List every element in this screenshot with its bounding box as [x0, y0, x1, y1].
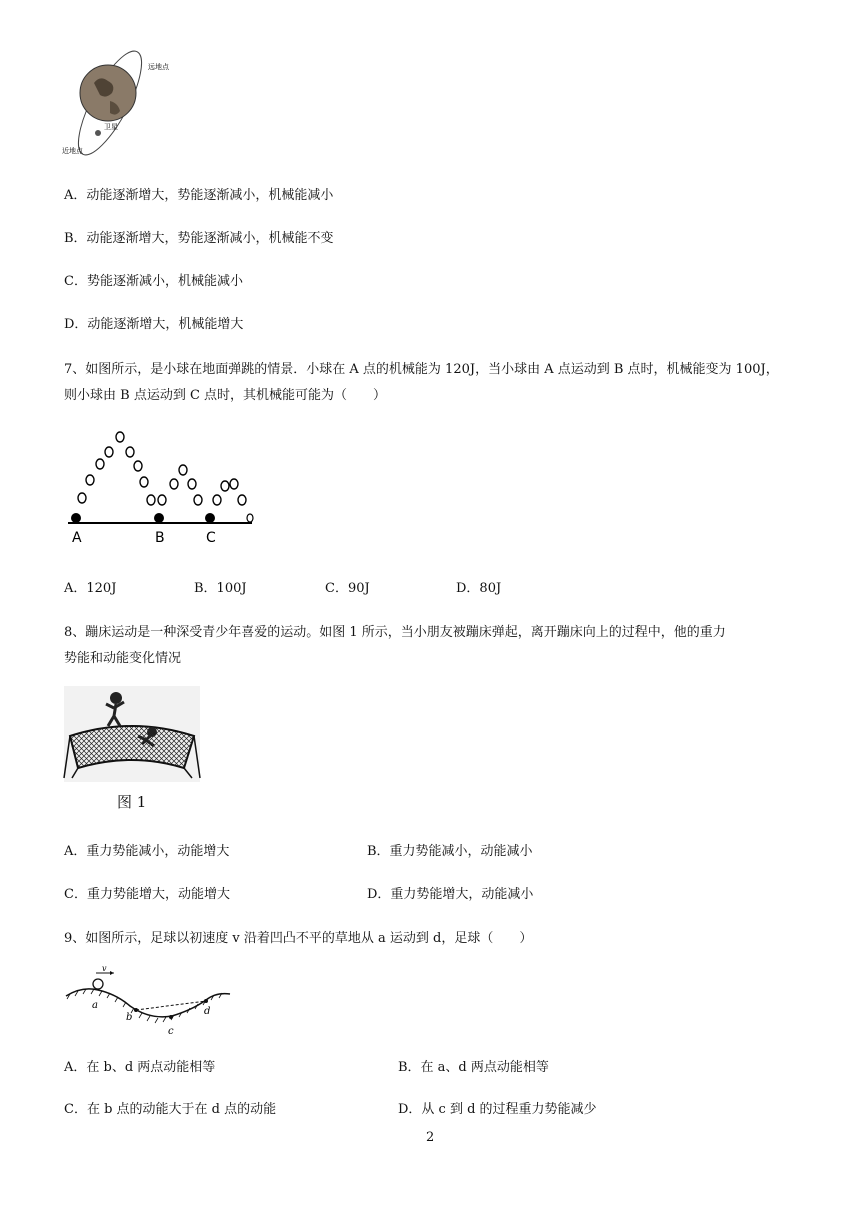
q6-option-a[interactable]: A．动能逐渐增大，势能逐渐减小，机械能减小	[64, 188, 334, 203]
q7-option-d[interactable]: D．80J	[456, 581, 502, 596]
satellite-label: 卫星	[104, 123, 118, 131]
q6-option-c[interactable]: C．势能逐渐减小，机械能减小	[64, 274, 243, 289]
far-point-label: 远地点	[148, 63, 169, 71]
q7-option-b[interactable]: B．100J	[194, 581, 247, 596]
q8-stem-line1: 8、蹦床运动是一种深受青少年喜爱的运动。如图 1 所示，当小朋友被蹦床弹起，离开蹦床向上的过程中，他的重力	[64, 625, 726, 640]
q8-option-c[interactable]: C．重力势能增大，动能增大	[64, 887, 230, 902]
q7-stem-line1: 7、如图所示，是小球在地面弹跳的情景．小球在 A 点的机械能为 120J，当小球由 A 点运动到 B 点时，机械能变为 100J，	[64, 362, 779, 377]
bouncing-ball-figure	[64, 428, 264, 548]
q9-option-a[interactable]: A．在 b、d 两点动能相等	[64, 1060, 216, 1075]
q8-option-d[interactable]: D．重力势能增大，动能减小	[367, 887, 534, 902]
q6-option-d[interactable]: D．动能逐渐增大，机械能增大	[64, 317, 244, 332]
figure-1-caption: 图 1	[117, 793, 147, 811]
q9-stem: 9、如图所示，足球以初速度 v 沿着凹凸不平的草地从 a 运动到 d，足球（ ）	[64, 931, 533, 946]
satellite-orbit-figure	[60, 55, 190, 160]
q7-option-c[interactable]: C．90J	[325, 581, 370, 596]
q9-option-c[interactable]: C．在 b 点的动能大于在 d 点的动能	[64, 1102, 277, 1117]
point-d-label: d	[204, 1006, 211, 1017]
q9-option-b[interactable]: B．在 a、d 两点动能相等	[398, 1060, 549, 1075]
q9-option-d[interactable]: D．从 c 到 d 的过程重力势能减少	[398, 1102, 597, 1117]
page-number: 2	[426, 1130, 435, 1145]
football-terrain-figure	[64, 964, 234, 1044]
point-c-label: c	[168, 1026, 174, 1037]
q8-option-a[interactable]: A．重力势能减小，动能增大	[64, 844, 230, 859]
point-a-label: a	[92, 1000, 98, 1011]
q8-option-b[interactable]: B．重力势能减小，动能减小	[367, 844, 533, 859]
point-b-label: b	[126, 1012, 133, 1023]
q7-option-a[interactable]: A．120J	[64, 581, 117, 596]
q6-option-b[interactable]: B．动能逐渐增大，势能逐渐减小，机械能不变	[64, 231, 334, 246]
velocity-label: v	[102, 964, 107, 973]
near-point-label: 近地点	[62, 147, 83, 155]
q8-stem	[64, 620, 804, 672]
point-c-label: C	[206, 530, 216, 546]
point-a-label: A	[72, 530, 82, 546]
point-b-label: B	[155, 530, 165, 546]
q7-stem-line2: 则小球由 B 点运动到 C 点时，其机械能可能为（ ）	[64, 388, 387, 403]
trampoline-figure	[64, 686, 200, 782]
q7-stem	[64, 357, 804, 409]
q8-stem-line2: 势能和动能变化情况	[64, 651, 182, 666]
